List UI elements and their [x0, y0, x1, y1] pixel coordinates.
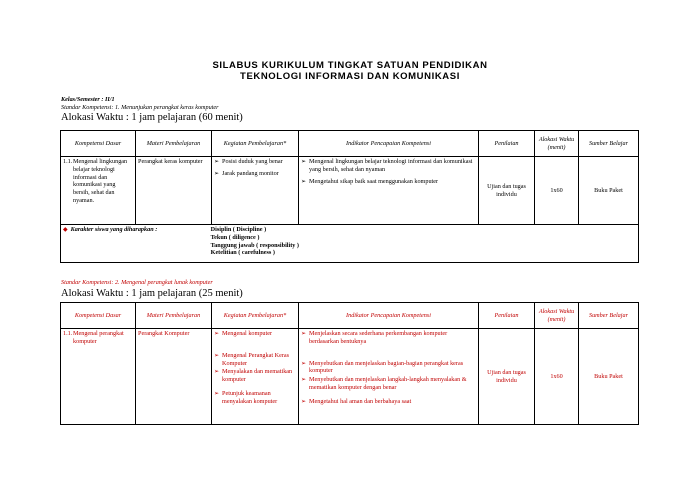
indikator-item: Menyebutkan dan menjelaskan bagian-bagian perangkat keras komputer [309, 359, 464, 375]
title-line-1: SILABUS KURIKULUM TINGKAT SATUAN PENDIDIKAN [212, 60, 488, 71]
kelas-semester: Kelas/Semester : II/1 [61, 96, 115, 103]
title-line-2: TEKNOLOGI INFORMASI DAN KOMUNIKASI [240, 71, 460, 82]
kegiatan-item: Jarak pandang monitor [222, 169, 279, 177]
karakter-label: Karakter siswa yang diharapkan : [70, 226, 158, 233]
header-row [61, 303, 639, 329]
karakter-cell [61, 225, 639, 263]
indikator-item: Mengetahui sikap baik saat menggunakan komputer [309, 177, 439, 185]
col-header: Alokasi Waktu (menit) [535, 303, 579, 329]
table-row [61, 157, 639, 225]
karakter-row [61, 225, 639, 263]
col-header: Sumber Belajar [579, 131, 639, 157]
materi-cell: Perangkat keras komputer [136, 157, 212, 225]
arrow-bullet-icon: ➢ [301, 376, 307, 383]
indikator-cell [299, 157, 479, 225]
kd-number: 1.1. [63, 330, 73, 337]
col-header: Alokasi Waktu (menit) [535, 131, 579, 157]
kd-text: Mengenal perangkat komputer [73, 330, 124, 345]
karakter-item: Tanggung jawab ( responsibility ) [210, 241, 299, 249]
arrow-bullet-icon: ➢ [301, 330, 307, 337]
arrow-bullet-icon: ➢ [214, 169, 220, 177]
arrow-bullet-icon: ➢ [214, 389, 220, 397]
col-header: Kompetensi Dasar [61, 303, 136, 329]
sumber-cell: Buku Paket [579, 329, 639, 425]
materi-cell: Perangkat Komputer [136, 329, 212, 425]
col-header: Materi Pembelajaran [136, 131, 212, 157]
arrow-bullet-icon: ➢ [301, 177, 307, 185]
header-row [61, 131, 639, 157]
kegiatan-item: Posisi duduk yang benar [222, 158, 283, 165]
arrow-bullet-icon: ➢ [214, 351, 220, 359]
arrow-bullet-icon: ➢ [301, 397, 307, 405]
standar-kompetensi-2: Standar Kompetensi: 2. Mengenal perangkat lunak komputer [61, 279, 213, 286]
col-header: Kegiatan Pembelajaran* [212, 303, 299, 329]
kegiatan-item: Mengenal komputer [222, 330, 273, 337]
sumber-cell: Buku Paket [579, 157, 639, 225]
table-row [61, 329, 639, 425]
arrow-bullet-icon: ➢ [301, 158, 307, 165]
indikator-item: Menyebutkan dan menjelaskan langkah-langkah menyalakan & mematikan komputer dengan benar [309, 376, 467, 391]
alokasi-cell: 1x60 [535, 329, 579, 425]
alokasi-waktu-2: Alokasi Waktu : 1 jam pelajaran (25 menit) [61, 288, 243, 299]
col-header: Penilaian [479, 303, 535, 329]
alokasi-waktu-1: Alokasi Waktu : 1 jam pelajaran (60 menit) [61, 112, 243, 123]
karakter-item: Disiplin ( Discipline ) [210, 226, 267, 233]
indikator-item: Mengetahui hal aman dan berbahaya saat [309, 397, 412, 405]
standar-kompetensi-1: Standar Kompetensi: 1. Menunjukan perangkat keras komputer [61, 104, 219, 111]
arrow-bullet-icon: ➢ [301, 359, 307, 367]
penilaian-cell: Ujian dan tugas individu [479, 157, 535, 225]
kd-number: 1.1. [63, 158, 73, 165]
col-header: Indikator Pencapaian Kompetensi [299, 131, 479, 157]
arrow-bullet-icon: ➢ [214, 158, 220, 165]
kegiatan-item: Petunjuk keamanan menyalakan komputer [222, 389, 278, 405]
col-header: Indikator Pencapaian Kompetensi [299, 303, 479, 329]
col-header: Materi Pembelajaran [136, 303, 212, 329]
kd-cell [61, 157, 136, 225]
kegiatan-item: Mengenal Perangkat Keras Komputer [222, 351, 290, 367]
col-header: Kegiatan Pembelajaran* [212, 131, 299, 157]
karakter-item: Tekun ( diligence ) [210, 233, 260, 241]
kegiatan-cell [212, 157, 299, 225]
indikator-item: Menjelaskan secara sederhana perkembangan komputer berdasarkan bentuknya [309, 330, 448, 345]
penilaian-cell: Ujian dan tugas individu [479, 329, 535, 425]
kegiatan-item: Menyalakan dan mematikan komputer [222, 368, 293, 383]
indikator-cell [299, 329, 479, 425]
kd-cell [61, 329, 136, 425]
alokasi-cell: 1x60 [535, 157, 579, 225]
col-header: Sumber Belajar [579, 303, 639, 329]
karakter-item: Ketelitian ( carefulness ) [210, 249, 275, 257]
arrow-bullet-icon: ➢ [214, 368, 220, 376]
arrow-bullet-icon: ➢ [214, 330, 220, 337]
kd-text: Mengenal lingkungan belajar teknologi informasi dan komunikasi yang bersih, sehat dan nyaman. [73, 158, 128, 204]
diamond-bullet-icon: ◆ [63, 226, 68, 233]
indikator-item: Mengenal lingkungan belajar teknologi informasi dan komunikasi yang bersih, sehat dan nyaman [309, 158, 473, 173]
syllabus-table-2 [60, 302, 639, 425]
syllabus-table-1 [60, 130, 639, 263]
kegiatan-cell [212, 329, 299, 425]
col-header: Penilaian [479, 131, 535, 157]
col-header: Kompetensi Dasar [61, 131, 136, 157]
